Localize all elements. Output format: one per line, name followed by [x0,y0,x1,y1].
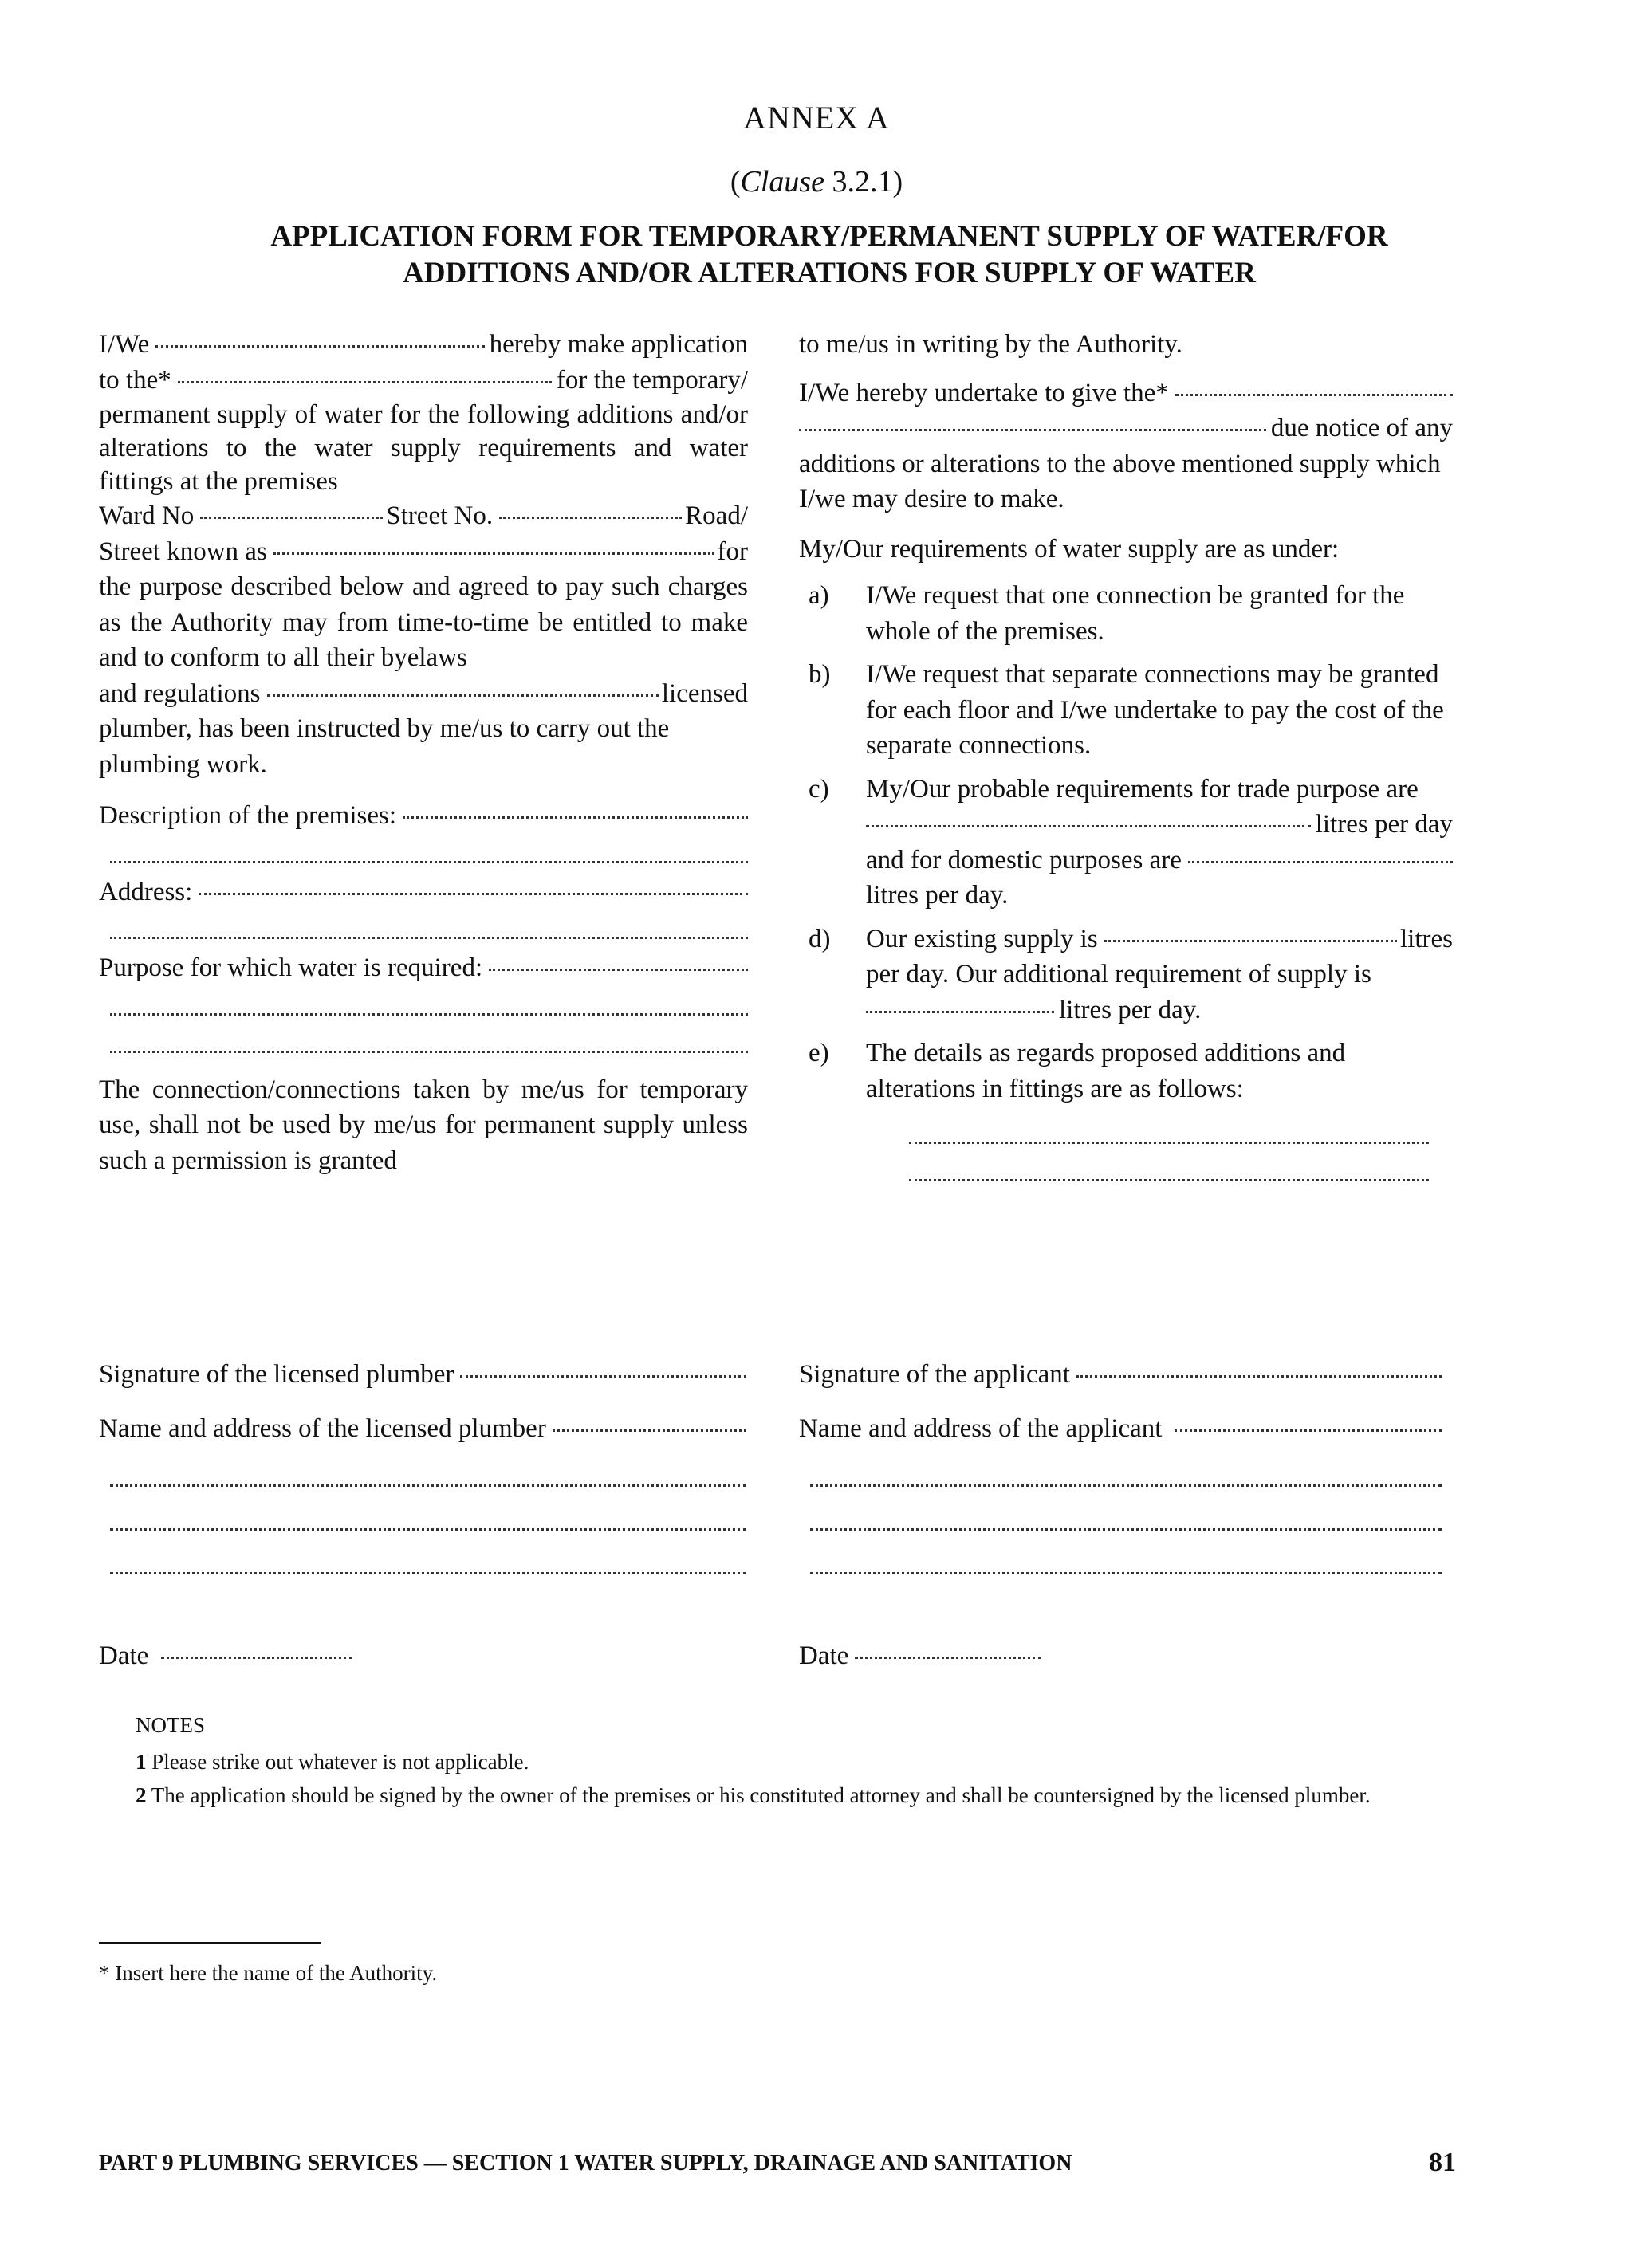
plumber-signature-label: Signature of the licensed plumber [99,1360,454,1389]
footnote: * Insert here the name of the Authority. [99,1961,438,1985]
plumber-address-blank-3[interactable] [110,1545,746,1574]
purpose-blank-2[interactable] [110,986,748,1016]
description-label: Description of the premises: [99,801,396,830]
address-blank-2[interactable] [110,910,748,939]
litres-per-day-label: litres per day. [1059,995,1202,1024]
plumber-name-blank[interactable] [553,1429,746,1432]
ward-label: Ward No [99,501,195,530]
additional-litres-blank[interactable] [866,1010,1054,1013]
litres-per-day-end: litres per day. [866,881,1009,910]
list-item-b [799,657,1453,764]
ward-street-line [99,498,748,534]
form-title [144,218,1515,292]
authority-line [99,363,748,399]
plumber-instructed-text: plumber, has been instructed by me/us to carry out the plumbing work. [99,714,670,779]
plumber-blank[interactable] [267,694,659,697]
fittings-blank-1[interactable] [909,1114,1429,1144]
list-item-text: I/We request that separate connections may be granted for each floor and I/we undertake to pay the cost of the separate connections. [866,660,1444,760]
connection-text: The connection/connections taken by me/us for temporary use, shall not be used by me/us for permanent supply unless such a permission is granted [99,1075,748,1175]
applicant-name-line [99,327,748,363]
plumber-signature-block [99,1357,746,1673]
address-blank[interactable] [199,892,748,895]
list-marker: b) [809,660,831,689]
litres-per-day-label: litres per day [1315,810,1453,839]
authority-writing-text: to me/us in writing by the Authority. [799,330,1182,359]
plumber-signature-blank[interactable] [460,1374,746,1378]
applicant-address-blank-1[interactable] [810,1457,1442,1487]
plumber-address-blank-1[interactable] [110,1457,746,1487]
due-notice-line [799,411,1453,446]
footnote-divider [99,1942,321,1944]
additional-requirement-text: per day. Our additional requirement of supply is [866,960,1371,989]
address-label: Address: [99,877,193,906]
form-title-line-2: ADDITIONS AND/OR ALTERATIONS FOR SUPPLY OF WATER [403,257,1256,289]
temporary-label: for the temporary/ [556,365,748,395]
hereby-label: hereby make application [489,330,748,359]
fittings-blank-2[interactable] [909,1152,1429,1181]
street-no-blank[interactable] [499,516,682,519]
requirements-heading: My/Our requirements of water supply are as under: [799,534,1340,564]
purpose-field [99,950,748,986]
street-known-blank[interactable] [273,552,714,555]
plumber-address-blank-2[interactable] [110,1501,746,1531]
applicant-signature-label: Signature of the applicant [799,1360,1070,1389]
right-column [799,327,1453,1181]
purpose-blank-3[interactable] [110,1024,748,1053]
purpose-blank[interactable] [489,968,748,971]
page-footer: PART 9 PLUMBING SERVICES — SECTION 1 WATER SUPPLY, DRAINAGE AND SANITATION [99,2151,1072,2176]
street-known-line [99,534,748,570]
ward-blank[interactable] [200,516,383,519]
applicant-address-blank-3[interactable] [810,1545,1442,1574]
trade-litres-blank[interactable] [866,824,1311,827]
for-label: for [717,537,748,566]
road-label: Road/ [685,501,748,530]
address-field [99,875,748,910]
list-item-text: The details as regards proposed additions and alterations in fittings are as follows: [866,1039,1346,1103]
applicant-date-blank[interactable] [855,1656,1041,1659]
purpose-charges-text: the purpose described below and agreed to pay such charges as the Authority may from time-to-time be entitled to make and to conform to all their byelaws [99,572,748,672]
notes-heading: NOTES [136,1713,205,1737]
street-no-label: Street No. [386,501,494,530]
regulations-line [99,676,748,712]
due-notice-label: due notice of any [1270,414,1453,442]
regulations-label: and regulations [99,678,261,708]
note-2-number: 2 [136,1783,147,1807]
existing-supply-label: Our existing supply is [866,924,1098,953]
domestic-label: and for domestic purposes are [866,845,1182,875]
undertake-line [799,375,1453,411]
applicant-name-blank[interactable] [155,344,484,348]
trade-requirement-text: My/Our probable requirements for trade purpose are [866,774,1419,804]
additions-text: additions or alterations to the above mentioned supply which I/we may desire to make. [799,449,1441,513]
premises-text: permanent supply of water for the following additions and/or alterations to the water supply requirements and water fittings at the premises [99,400,748,496]
note-2 [136,1783,1451,1808]
applicant-signature-blank[interactable] [1076,1374,1442,1378]
list-marker: e) [809,1039,829,1067]
note-1-text: Please strike out whatever is not applicable. [151,1750,529,1774]
left-column [99,327,748,1178]
list-item-e [799,1036,1453,1106]
note-1 [136,1749,1451,1775]
applicant-signature-block [799,1357,1442,1673]
clause-word: Clause [740,165,825,198]
note-2-text: The application should be signed by the owner of the premises or his constituted attorney and shall be countersigned by the licensed plumber. [151,1783,1371,1807]
list-marker: a) [809,581,829,610]
list-item-text: I/We request that one connection be granted for the whole of the premises. [866,581,1405,646]
plumber-date-blank[interactable] [161,1656,352,1659]
authority-blank[interactable] [178,380,552,383]
note-1-number: 1 [136,1750,147,1774]
licensed-label: licensed [661,678,748,708]
description-field [99,798,748,834]
list-item-c [799,772,1453,914]
purpose-label: Purpose for which water is required: [99,953,483,982]
undertake-blank[interactable] [1175,393,1453,396]
applicant-name-blank[interactable] [1175,1429,1442,1432]
applicant-name-label: Name and address of the applicant [799,1414,1163,1443]
litres-label: litres [1400,924,1453,953]
notes-section [136,1712,1451,1816]
plumber-date-label: Date [99,1641,149,1670]
list-marker: d) [809,924,831,953]
undertake-blank-2[interactable] [799,428,1266,431]
domestic-litres-blank[interactable] [1188,860,1453,863]
description-blank[interactable] [403,816,748,819]
applicant-address-blank-2[interactable] [810,1501,1442,1531]
list-item-a [799,578,1453,649]
description-blank-2[interactable] [110,834,748,863]
clause-reference: (Clause 3.2.1) [730,165,903,198]
to-the-label: to the* [99,365,171,395]
form-title-line-1: APPLICATION FORM FOR TEMPORARY/PERMANENT SUPPLY OF WATER/FOR [270,220,1388,253]
street-known-label: Street known as [99,537,267,566]
plumber-name-label: Name and address of the licensed plumber [99,1414,546,1443]
undertake-label: I/We hereby undertake to give the* [799,378,1169,407]
page-number: 81 [1429,2148,1456,2177]
list-marker: c) [809,774,829,804]
clause-number: 3.2.1 [832,165,893,198]
applicant-date-label: Date [799,1641,849,1670]
list-item-d [799,922,1453,1028]
iwe-label: I/We [99,330,150,359]
existing-supply-blank[interactable] [1104,939,1397,942]
annex-heading: ANNEX A [743,100,890,136]
